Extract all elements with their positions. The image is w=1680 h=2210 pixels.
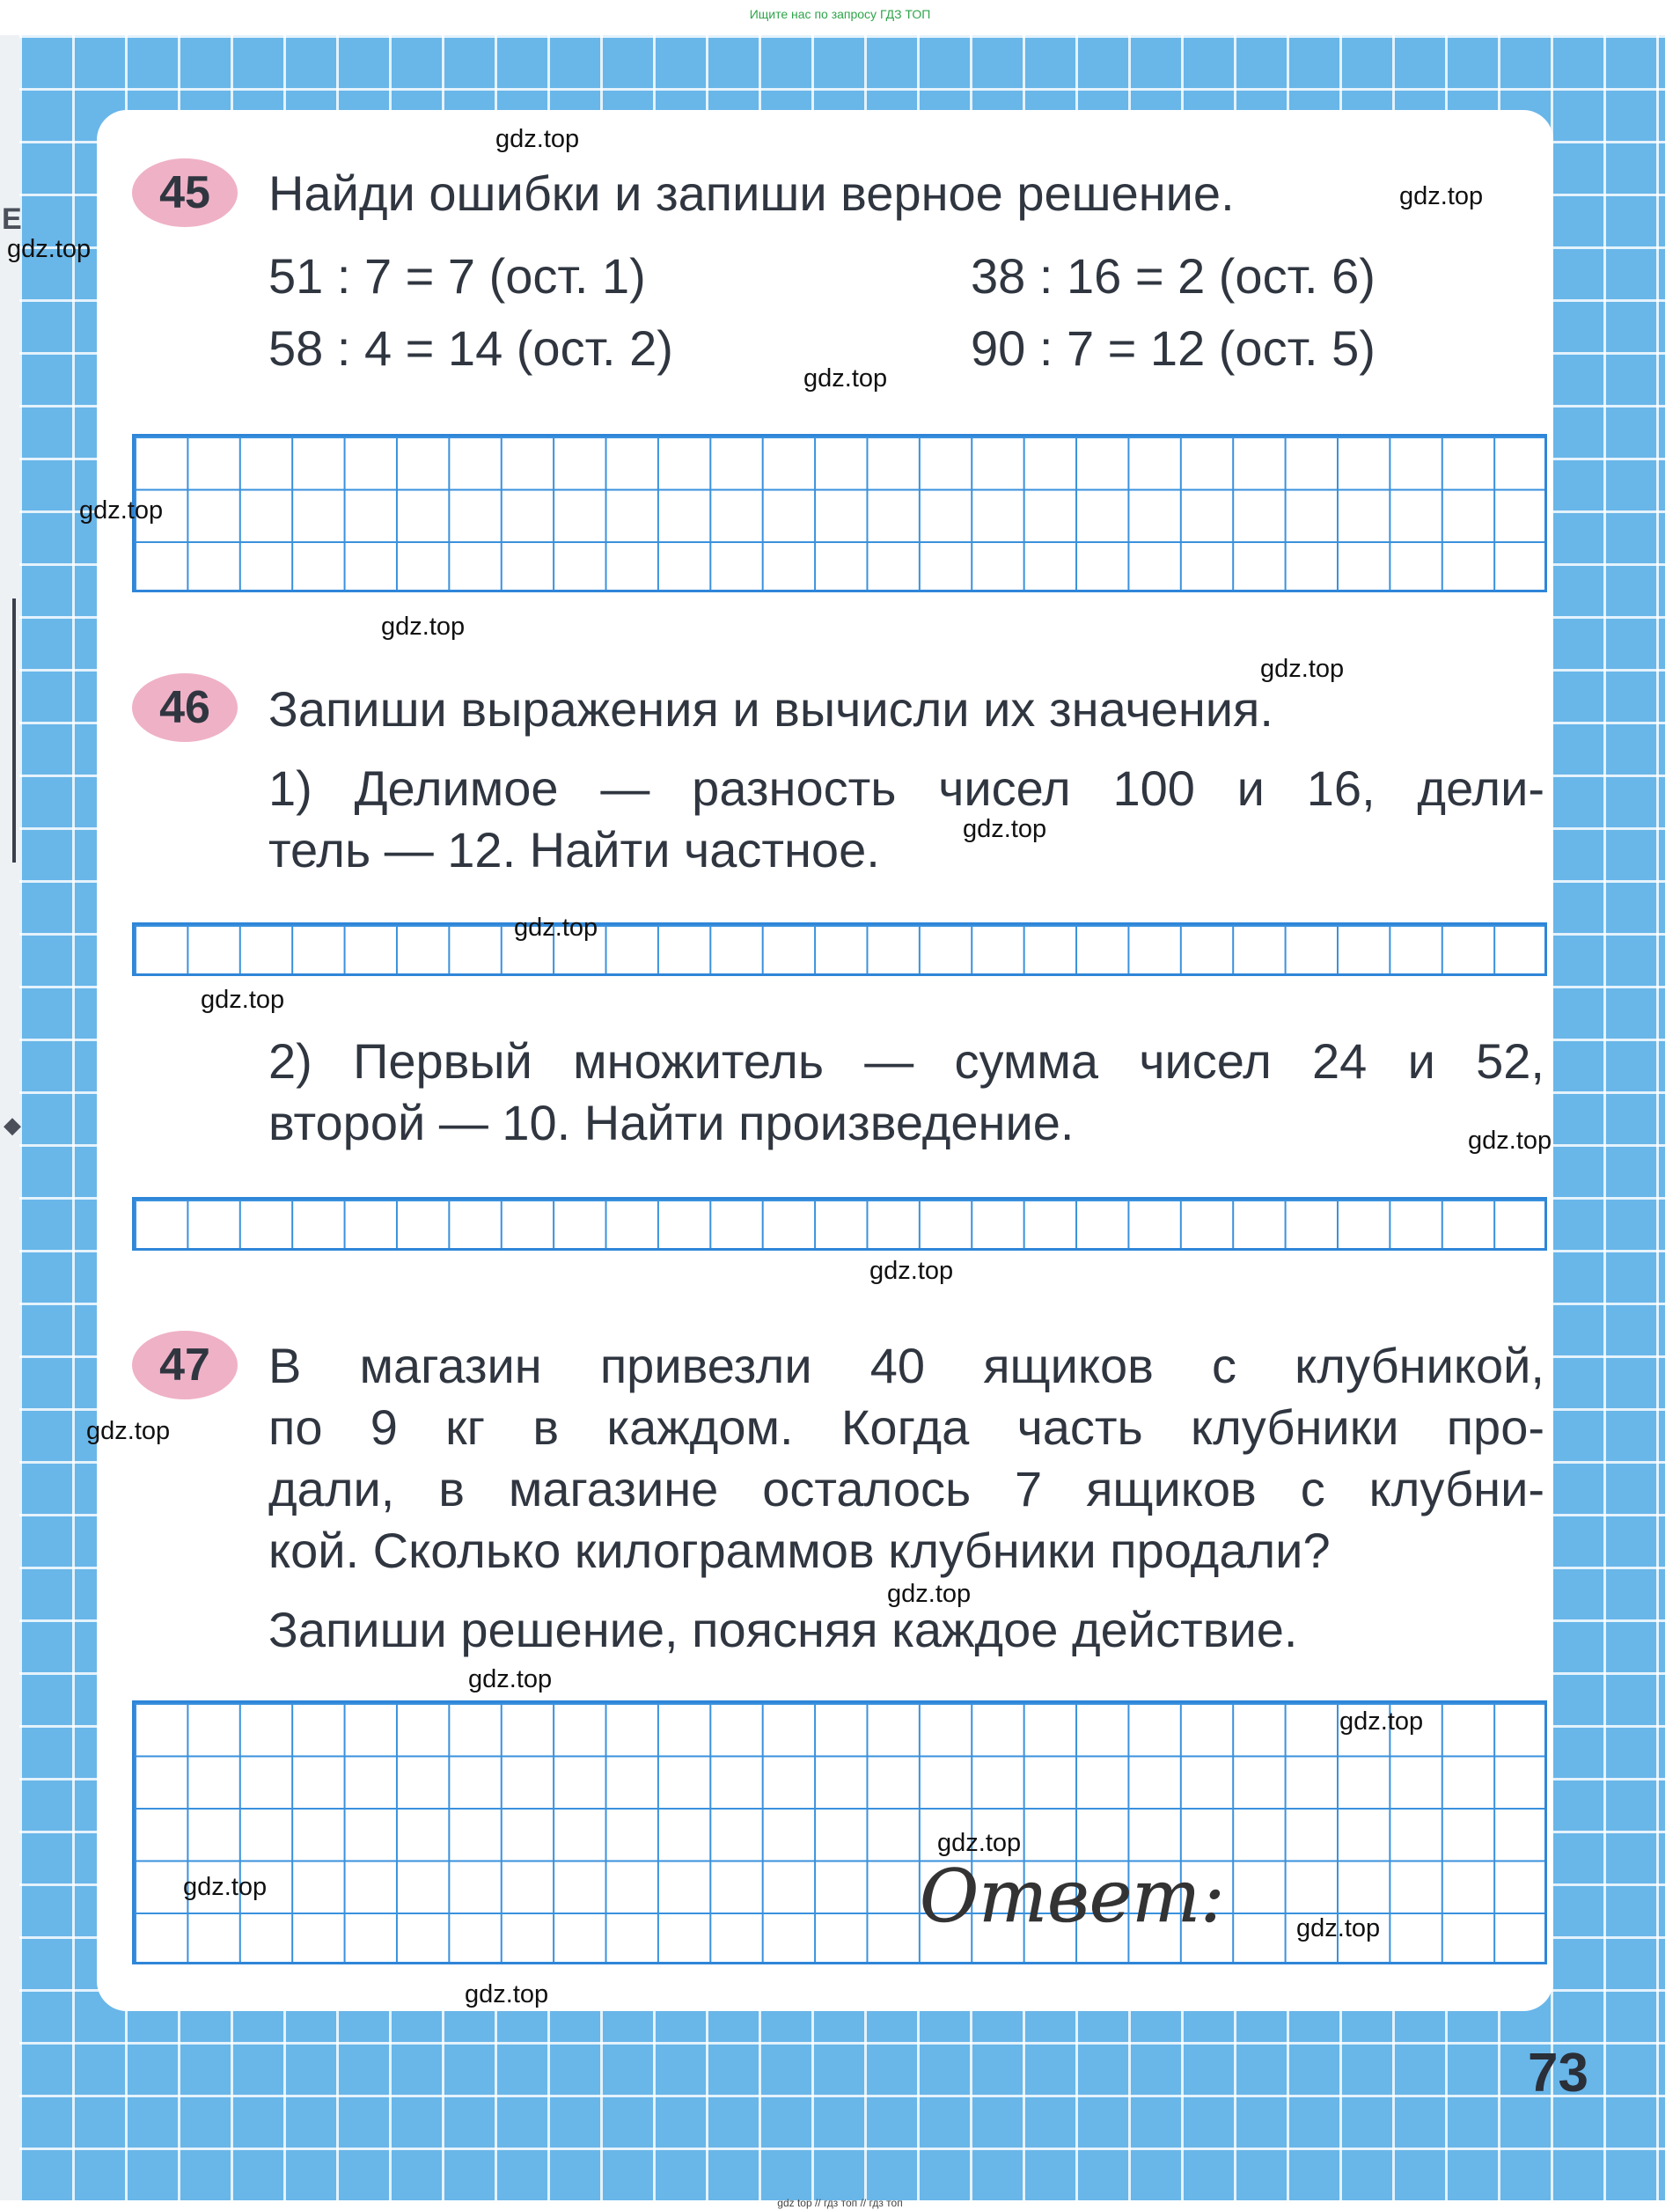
answer-label-text: Ответ: — [920, 1855, 1225, 1939]
watermark: gdz.top — [7, 235, 92, 263]
watermark: gdz.top — [495, 125, 580, 153]
watermark: gdz.top — [803, 364, 888, 393]
page-number: 73 — [1528, 2043, 1588, 2104]
watermark: gdz.top — [381, 613, 466, 641]
task-46-part-2-line-1: 2) Первый множитель — сумма чисел 24 и 52, — [268, 1033, 1544, 1089]
watermark: gdz.top — [1296, 1914, 1381, 1942]
watermark: gdz.top — [1399, 182, 1484, 210]
task-46-part-2-answer-grid[interactable] — [132, 1197, 1547, 1251]
task-46-instruction: Запиши выражения и вычисли их значения. — [268, 681, 1273, 737]
watermark: gdz.top — [86, 1417, 171, 1445]
task-47-line-3: дали, в магазине осталось 7 ящиков с клубни- — [268, 1461, 1544, 1516]
binding-letter: Е — [2, 202, 22, 236]
task-47-line-2: по 9 кг в каждом. Когда часть клубники про- — [268, 1399, 1544, 1455]
watermark: gdz.top — [1468, 1127, 1552, 1155]
task-46-part-1-answer-grid[interactable] — [132, 922, 1547, 976]
task-45-equation-4: 90 : 7 = 12 (ост. 5) — [971, 320, 1376, 376]
task-47-line-4: кой. Сколько килограммов клубники продали? — [268, 1523, 1331, 1578]
task-46-part-1-line-2: тель — 12. Найти частное. — [268, 822, 880, 877]
page-binding — [0, 35, 22, 2200]
watermark: gdz.top — [514, 914, 598, 942]
watermark: gdz.top — [869, 1257, 954, 1285]
task-47-badge: 47 — [132, 1331, 238, 1399]
bottom-banner: gdz top // гдз топ // гдз топ — [777, 2197, 903, 2209]
watermark: gdz.top — [468, 1665, 553, 1693]
binding-line — [12, 598, 16, 863]
watermark: gdz.top — [465, 1980, 549, 2008]
task-45-instruction: Найди ошибки и запиши верное решение. — [268, 165, 1235, 221]
watermark: gdz.top — [183, 1873, 268, 1901]
task-45-equation-2: 38 : 16 = 2 (ост. 6) — [971, 248, 1376, 304]
binding-diamond-icon: ◆ — [4, 1112, 21, 1139]
task-47-line-1: В магазин привезли 40 ящиков с клубникой, — [268, 1338, 1544, 1393]
watermark: gdz.top — [1339, 1707, 1424, 1736]
task-45-badge: 45 — [132, 158, 238, 227]
watermark: gdz.top — [201, 986, 285, 1014]
watermark: gdz.top — [937, 1829, 1022, 1857]
task-45-equation-1: 51 : 7 = 7 (ост. 1) — [268, 248, 646, 304]
watermark: gdz.top — [963, 815, 1047, 843]
task-45-answer-grid[interactable] — [132, 434, 1547, 592]
watermark: gdz.top — [887, 1580, 972, 1608]
watermark: gdz.top — [79, 496, 164, 525]
task-46-part-1-line-1: 1) Делимое — разность чисел 100 и 16, дели- — [268, 760, 1544, 816]
task-47-instruction: Запиши решение, поясняя каждое действие. — [268, 1602, 1298, 1657]
task-46-part-2-line-2: второй — 10. Найти произведение. — [268, 1095, 1075, 1150]
top-banner: Ищите нас по запросу ГДЗ ТОП — [749, 7, 931, 21]
watermark: gdz.top — [1260, 655, 1345, 683]
task-46-badge: 46 — [132, 673, 238, 742]
task-45-equation-3: 58 : 4 = 14 (ост. 2) — [268, 320, 673, 376]
